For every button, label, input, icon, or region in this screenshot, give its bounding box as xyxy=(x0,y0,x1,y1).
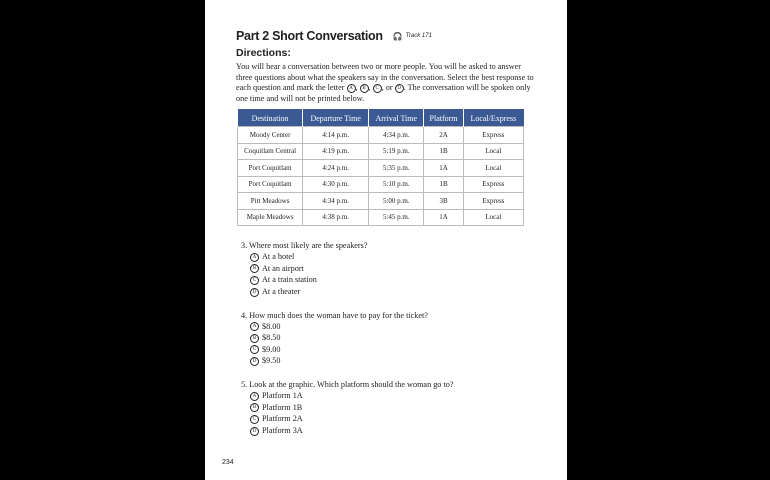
train-schedule-table xyxy=(237,109,524,226)
column-header: Platform xyxy=(424,110,463,127)
option-text: Platform 2A xyxy=(262,414,303,424)
table-cell: Express xyxy=(463,127,523,144)
table-cell: Express xyxy=(463,176,523,193)
answer-option[interactable] xyxy=(250,333,536,343)
column-header: Departure Time xyxy=(303,110,369,127)
letter-d: D xyxy=(395,84,404,93)
option-text: At a theater xyxy=(262,286,301,296)
option-text: At an airport xyxy=(262,263,304,273)
table-cell: 4:14 p.m. xyxy=(303,127,369,144)
answer-option[interactable] xyxy=(250,403,536,413)
table-row xyxy=(238,209,524,226)
answer-bubble[interactable]: A xyxy=(250,322,259,331)
table-cell: 4:34 p.m. xyxy=(303,193,369,210)
questions xyxy=(236,241,536,436)
question-text: 4. How much does the woman have to pay for the ticket? xyxy=(241,310,428,320)
answer-option[interactable] xyxy=(250,264,536,274)
option-text: Platform 1A xyxy=(262,391,303,400)
table-row xyxy=(238,193,524,210)
question-text: 3. Where most likely are the speakers? xyxy=(241,241,368,250)
table-cell: 5:00 p.m. xyxy=(369,193,424,210)
table-cell: 4:30 p.m. xyxy=(303,176,369,193)
directions-heading: Directions: xyxy=(236,47,291,59)
table-cell: Moody Center xyxy=(238,127,303,144)
header-row xyxy=(238,110,524,127)
column-header: Destination xyxy=(238,110,303,127)
table-cell: Local xyxy=(463,160,523,177)
answer-option[interactable] xyxy=(250,322,536,332)
table-cell: 1A xyxy=(424,209,463,226)
answer-option[interactable] xyxy=(250,426,536,436)
directions-text: You will hear a conversation between two or more people. You will be asked to answer three questions about what the speakers say in the conversation. Select the best response to each question and mark the letter A , B , C , or D . The conversation will be spoken only one time and will not be printed below. xyxy=(236,62,534,103)
answer-bubble[interactable]: D xyxy=(250,427,259,436)
table-cell: Pitt Meadows xyxy=(238,193,303,210)
option-text: $9.00 xyxy=(262,344,281,354)
table-row xyxy=(238,176,524,193)
letter-a: A xyxy=(347,84,356,93)
table-cell: 5:19 p.m. xyxy=(369,143,424,160)
answer-option[interactable] xyxy=(250,345,536,355)
letter-b: B xyxy=(360,84,369,93)
table-cell: 4:24 p.m. xyxy=(303,160,369,177)
intro-text: You will hear a conversation between two or more people. You will be asked to answer three questions about what the speakers say in the conversation. Select the best response to each question and mark the letter xyxy=(236,62,534,92)
track-label: Track 171 xyxy=(405,33,432,39)
section-title: Part 2 Short Conversation xyxy=(236,29,383,43)
question-text: 5. Look at the graphic. Which platform should the woman go to? xyxy=(241,380,454,389)
table-row xyxy=(238,127,524,144)
document-page xyxy=(205,0,567,480)
table-cell: 1A xyxy=(424,160,463,177)
question xyxy=(241,380,536,436)
table-cell: 4:34 p.m. xyxy=(369,127,424,144)
table-cell: 1B xyxy=(424,176,463,193)
answer-option[interactable] xyxy=(250,391,536,401)
page-content xyxy=(236,29,536,436)
answer-bubble[interactable]: D xyxy=(250,357,259,366)
answer-bubble[interactable]: B xyxy=(250,264,259,273)
question xyxy=(241,241,536,297)
column-header: Local/Express xyxy=(463,110,523,127)
question xyxy=(241,311,536,367)
option-text: $8.50 xyxy=(262,333,281,343)
column-header: Arrival Time xyxy=(369,110,424,127)
table-row xyxy=(238,143,524,160)
answer-bubble[interactable]: A xyxy=(250,253,259,262)
table-cell: Port Coquitlam xyxy=(238,160,303,177)
answer-option[interactable] xyxy=(250,287,536,297)
headphones-icon: 🎧 xyxy=(392,31,403,41)
table-cell: 5:45 p.m. xyxy=(369,209,424,226)
letter-c: C xyxy=(373,84,382,93)
answer-bubble[interactable]: B xyxy=(250,403,259,412)
answer-option[interactable] xyxy=(250,414,536,424)
audio-track xyxy=(393,32,432,41)
option-text: At a hotel xyxy=(262,252,295,261)
answer-bubble[interactable]: A xyxy=(250,392,259,401)
table-cell: 5:10 p.m. xyxy=(369,176,424,193)
table-cell: 2A xyxy=(424,127,463,144)
table-cell: Port Coquitlam xyxy=(238,176,303,193)
title-row xyxy=(236,29,536,43)
answer-bubble[interactable]: C xyxy=(250,345,259,354)
table-cell: 4:38 p.m. xyxy=(303,209,369,226)
table-cell: 5:35 p.m. xyxy=(369,160,424,177)
option-text: At a train station xyxy=(262,275,317,285)
table-cell: 4:19 p.m. xyxy=(303,143,369,160)
table-row xyxy=(238,160,524,177)
table-cell: 3B xyxy=(424,193,463,210)
option-text: $9.50 xyxy=(262,356,281,366)
table-cell: Express xyxy=(463,193,523,210)
table-cell: Maple Meadows xyxy=(238,209,303,226)
table-cell: 1B xyxy=(424,143,463,160)
option-text: Platform 1B xyxy=(262,402,303,412)
answer-bubble[interactable]: D xyxy=(250,288,259,297)
option-text: $8.00 xyxy=(262,321,281,331)
page-number: 234 xyxy=(222,459,234,466)
table-cell: Coquitlam Central xyxy=(238,143,303,160)
answer-option[interactable] xyxy=(250,252,536,262)
table-cell: Local xyxy=(463,143,523,160)
answer-bubble[interactable]: C xyxy=(250,276,259,285)
answer-bubble[interactable]: B xyxy=(250,334,259,343)
option-text: Platform 3A xyxy=(262,425,303,435)
answer-option[interactable] xyxy=(250,356,536,366)
intro-text-end: . The conversation will be spoken only one time and will not be printed below. xyxy=(236,83,531,103)
answer-option[interactable] xyxy=(250,275,536,285)
table-cell: Local xyxy=(463,209,523,226)
answer-bubble[interactable]: C xyxy=(250,415,259,424)
